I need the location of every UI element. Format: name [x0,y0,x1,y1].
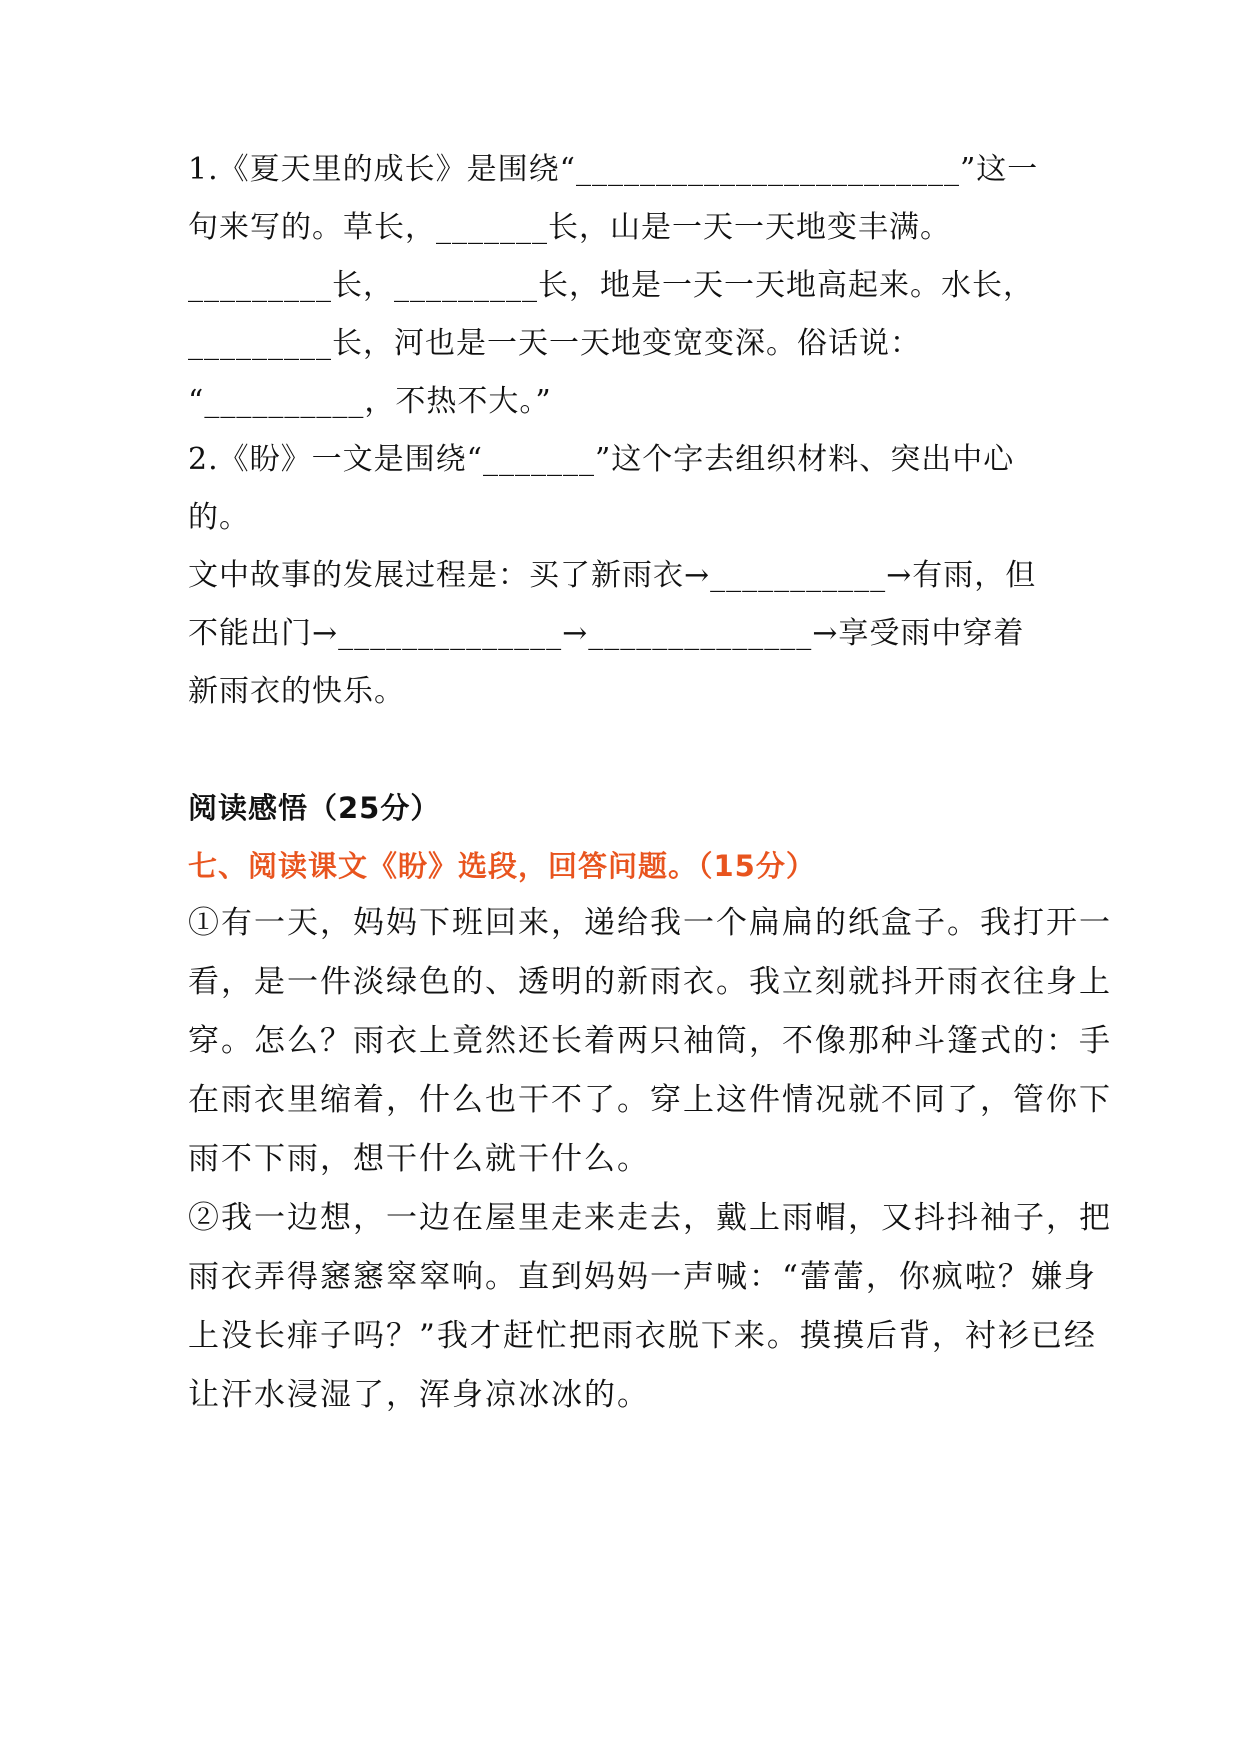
passage-line-1: ①有一天，妈妈下班回来，递给我一个扁扁的纸盒子。我打开一 [188,905,1112,941]
q2-line-3: 文中故事的发展过程是：买了新雨衣→___________→有雨，但 [188,558,1037,593]
q1-line-2: 句来写的。草长，_______长，山是一天一天地变丰满。 [188,210,951,245]
passage-line-7: 雨衣弄得窸窸窣窣响。直到妈妈一声喊：“蕾蕾，你疯啦？嫌身 [188,1259,1097,1295]
q1-line-3: _________长，_________长，地是一天一天地高起来。水长， [188,268,1034,303]
passage-line-5: 雨不下雨，想干什么就干什么。 [188,1141,650,1177]
q2-line-1: 2.《盼》一文是围绕“_______”这个字去组织材料、突出中心 [188,442,1015,477]
passage-line-3: 穿。怎么？雨衣上竟然还长着两只袖筒，不像那种斗篷式的：手 [188,1023,1112,1059]
q1-line-5: “__________，不热不大。” [188,384,552,419]
passage-line-9: 让汗水浸湿了，浑身凉冰冰的。 [188,1377,650,1413]
q1-line-1: 1.《夏天里的成长》是围绕“________________________”这一 [188,152,1039,187]
section-title: 阅读感悟（25分） [188,791,441,825]
passage-line-8: 上没长痱子吗？”我才赶忙把雨衣脱下来。摸摸后背，衬衫已经 [188,1318,1097,1354]
q1-line-4: _________长，河也是一天一天地变宽变深。俗话说： [188,326,921,361]
q2-line-5: 新雨衣的快乐。 [188,674,405,709]
passage-line-2: 看，是一件淡绿色的、透明的新雨衣。我立刻就抖开雨衣往身上 [188,964,1112,1000]
passage-line-6: ②我一边想，一边在屋里走来走去，戴上雨帽，又抖抖袖子，把 [188,1200,1112,1236]
q2-line-2: 的。 [188,500,250,535]
q2-line-4: 不能出门→______________→______________→享受雨中穿着 [188,616,1025,651]
question-title: 七、阅读课文《盼》选段，回答问题。（15分） [188,849,816,883]
passage-line-4: 在雨衣里缩着，什么也干不了。穿上这件情况就不同了，管你下 [188,1082,1112,1118]
